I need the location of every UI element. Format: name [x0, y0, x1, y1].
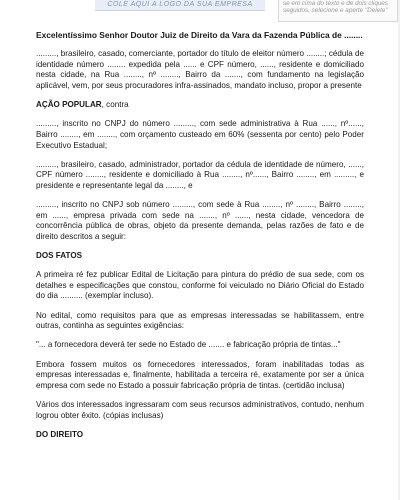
paragraph-fatos-1: A primeira ré fez publicar Edital de Licitação para pintura do prédio de sua sede, com os detalhes e especificações que constou, conforme foi veiculado no Diário Oficial do Estado do dia .......... (exemplar incluso). [36, 270, 364, 301]
paragraph-fatos-3: Embora fossem muitos os fornecedores interessados, foram inabilitadas todas as empresas interessadas e, finalmente, habilitada a terceira ré, exatamente por ser a única empresa com sede no Estado a possuir fabricação própria de tintas. (certidão inclusa) [36, 359, 364, 390]
paragraph-quote: "... a fornecedora deverá ter sede no Estado de ....... e fabricação própria de tintas..." [36, 340, 341, 350]
top-bar [0, 0, 400, 22]
logo-placeholder: COLE AQUI A LOGO DA SUA EMPRESA [95, 0, 265, 11]
paragraph-fatos-2: No edital, como requisitos para que as empresas interessadas se habilitassem, entre outras, continha as seguintes exigências: [36, 310, 364, 331]
action-contra: , contra [101, 100, 129, 110]
paragraph-defendant-2: ........., brasileiro, casado, administrador, portador da cédula de identidade de número, ......, CPF número ........, residente e domiciliado à Rua ........, nº......, Bairro ........, em ........., e presidente e representante legal da ........, e [36, 159, 364, 190]
paragraph-action [36, 100, 364, 111]
heading-do-direito: DO DIREITO [36, 429, 84, 439]
paragraph-plaintiff: ........., brasileiro, casado, comerciante, portador do título de eleitor número ........; cédula de identidade número ........ expedida pela ...... e CPF número, ......, residente e domiciliado nesta cidade, na Rua ........, nº ........, Bairro da ......., com fundamento na legislação aplicável, vem, por seus procuradores infra-assinados, mandato incluso, propor a presente [36, 49, 364, 90]
paragraph-defendant-3: ........., inscrito no CNPJ sob número ........., com sede à Rua ........, nº ........, Bairro ........, em ......, empresa privada com sede na ......., nº ......, nesta cidade, vencedora de concorrência pública de obras, objeto da presente demanda, pelas razões de fato e de direito descritos a seguir: [36, 200, 364, 241]
heading-dos-fatos: DOS FATOS [36, 251, 83, 261]
paragraph-defendant-1: ........., inscrito no CNPJ do número ........., com sede administrativa à Rua ......, nº......, Bairro ........, em ........, com orçamento custeado em 60% (sessenta por cento) pelo Poder Executivo Estadual; [36, 119, 364, 150]
paragraph-fatos-4: Vários dos interessados ingressaram com seus recursos administrativos, contudo, nenhum logrou obter êxito. (cópias inclusas) [36, 399, 364, 420]
instruction-hint: se em cima do texto e de dois cliques seguidos, selecione e aperte "Delete" [278, 0, 398, 22]
action-title: AÇÃO POPULAR [36, 100, 102, 110]
document-title: Excelentíssimo Senhor Doutor Juiz de Direito da Vara da Fazenda Pública de ........ [36, 30, 363, 40]
document-body [36, 30, 364, 449]
